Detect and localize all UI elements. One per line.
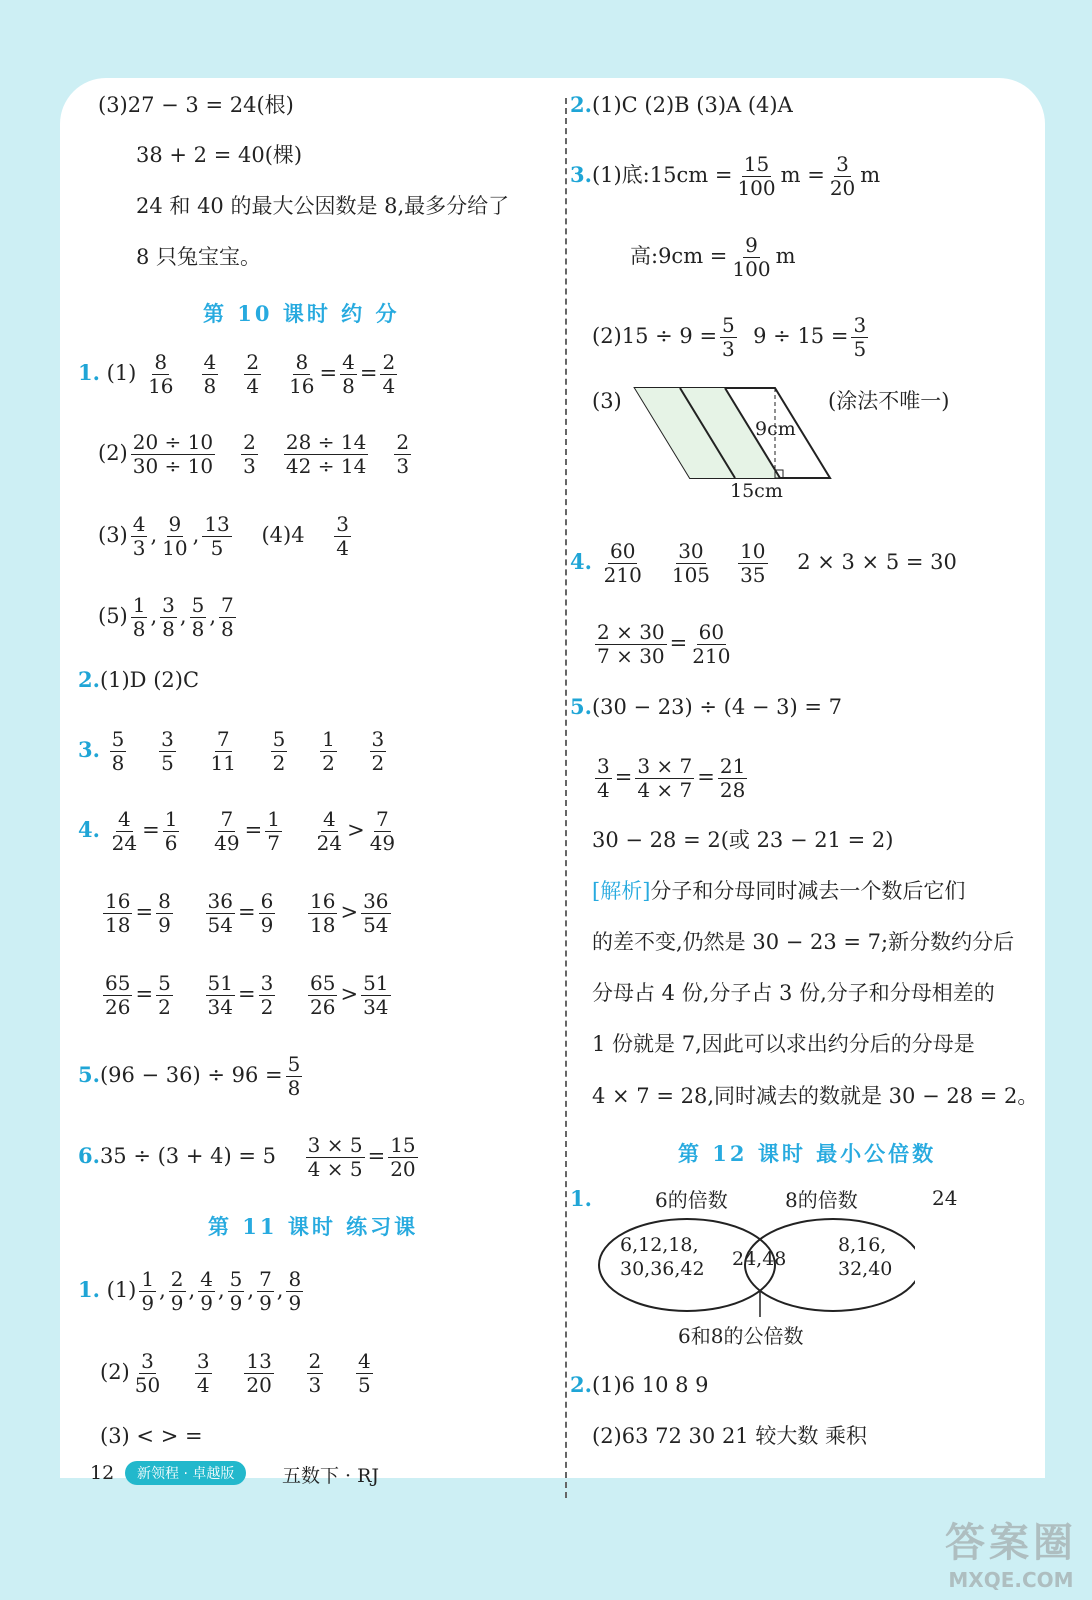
fraction: $\frac{7}{49}$: [214, 807, 240, 855]
answer-sheet: [60, 78, 1045, 1478]
q4-row-2: $\frac{16}{18}$ = $\frac{8}{9}$ $\frac{36}{54}$ = $\frac{6}{9}$ $\frac{16}{18}$ > $\frac{36}{54}$: [105, 889, 389, 937]
q3: [78, 728, 389, 775]
fraction: $\frac{51}{34}$: [207, 971, 233, 1019]
q5-number: 5.: [78, 1062, 100, 1087]
fraction: $\frac{3}{4}$: [597, 754, 610, 802]
q6-text: 35 ÷ (3 + 4) = 5: [99, 1144, 276, 1168]
fraction: $\frac{4}{24}$: [111, 807, 138, 855]
q4-row-1: 4. $\frac{4}{24}$ = $\frac{1}{6}$ $\frac{7}{49}$ = $\frac{1}{7}$ $\frac{4}{24}$ > $\frac{7}{49}$: [78, 807, 396, 855]
left-line-1: (3)27 − 3 = 24(根): [98, 93, 294, 117]
r-q3-number: 3.: [570, 162, 592, 187]
q3-number: 3.: [78, 737, 100, 762]
fraction: $\frac{3}{4}$: [196, 1349, 210, 1397]
figure-height-label: 9cm: [755, 418, 796, 440]
l11-q1-part2: [100, 1350, 376, 1397]
fraction: $\frac{1}{7}$: [267, 807, 280, 855]
r-q4-number: 4.: [570, 549, 592, 574]
answer-text: (1)6 10 8 9: [591, 1373, 709, 1397]
fraction: $\frac{21}{28}$: [719, 754, 746, 802]
r-q3-part2: [592, 314, 871, 361]
q5: [78, 1053, 305, 1100]
r-q3-part1: 3.(1)底:15cm = $\frac{15}{100}$ m = $\frac{3}{20}$ m: [570, 152, 881, 200]
lesson-10-title: 第 10 课时 约 分: [203, 301, 400, 326]
q1-part3: (3) $\frac{4}{3}$ , $\frac{9}{10}$ , $\frac{13}{5}$ (4)4 $\frac{3}{4}$: [98, 512, 350, 560]
venn-middle-values: 24,48: [732, 1248, 787, 1270]
fraction: $\frac{36}{54}$: [363, 889, 389, 937]
fraction: $\frac{3}{8}$: [162, 593, 175, 641]
analysis-tag: [解析]: [592, 879, 651, 903]
fraction: $\frac{3}{2}$: [260, 971, 274, 1019]
fraction: $\frac{3 \times 5}{4 \times 5}$: [307, 1133, 363, 1181]
fraction: $\frac{5}{2}$: [272, 727, 286, 775]
fraction: $\frac{1}{2}$: [322, 727, 335, 775]
fraction: $\frac{30}{105}$: [671, 539, 711, 587]
fraction: $\frac{2 \times 30}{7 \times 30}$: [597, 620, 665, 668]
left-line-2: 38 + 2 = 40(棵): [136, 143, 303, 167]
r-q4: [570, 540, 957, 587]
r-q3-height: 高:9cm = $\frac{9}{100}$ m: [630, 233, 796, 281]
fraction: $\frac{10}{35}$: [740, 539, 766, 587]
r-q2-number: 2.: [570, 92, 592, 117]
left-line-3: 24 和 40 的最大公因数是 8,最多分给了: [136, 194, 510, 218]
fraction: $\frac{7}{11}$: [210, 727, 236, 775]
part-label: (3): [98, 523, 128, 547]
fraction: $\frac{8}{16}$: [289, 350, 315, 398]
fraction: $\frac{9}{100}$: [732, 233, 771, 281]
q4-row-3: $\frac{65}{26}$ = $\frac{5}{2}$ $\frac{51}{34}$ = $\frac{3}{2}$ $\frac{65}{26}$ > $\frac{51}{34}$: [105, 971, 389, 1019]
watermark-logo: 答案圈: [945, 1520, 1077, 1566]
number: 1.: [570, 1186, 592, 1211]
venn-common-label: 6和8的公倍数: [678, 1324, 804, 1348]
analysis-line-5: 4 × 7 = 28,同时减去的数就是 30 − 28 = 2。: [592, 1084, 1039, 1108]
q2-number: 2.: [78, 667, 100, 692]
part-label: (4)4: [261, 523, 305, 547]
venn-right-line: 8,16,: [838, 1234, 887, 1256]
venn-left-line: 6,12,18,: [620, 1234, 699, 1256]
r-q4-line2: $\frac{2 \times 30}{7 \times 30}$ = $\frac{60}{210}$: [597, 620, 731, 668]
fraction: $\frac{2}{3}$: [396, 430, 410, 478]
fraction: $\frac{3}{5}$: [853, 313, 867, 361]
fraction: $\frac{3}{50}$: [134, 1349, 161, 1397]
venn-answer: 24: [932, 1186, 958, 1210]
r-l12-q2-line1: [570, 1370, 709, 1400]
fraction: $\frac{2}{9}$: [170, 1267, 184, 1315]
fraction: $\frac{1}{6}$: [164, 807, 178, 855]
q1-part5: (5) $\frac{1}{8}$ , $\frac{3}{8}$ , $\frac{5}{8}$ , $\frac{7}{8}$: [98, 593, 234, 641]
fraction: $\frac{7}{8}$: [221, 593, 234, 641]
series-badge: [125, 1461, 246, 1485]
fraction: $\frac{2}{4}$: [246, 350, 260, 398]
fraction: $\frac{2}{3}$: [308, 1349, 322, 1397]
fraction: $\frac{16}{18}$: [310, 889, 336, 937]
r-q5: [570, 692, 842, 722]
series-badge-text: 新领程 · 卓越版: [125, 1461, 246, 1485]
fraction: $\frac{16}{18}$: [105, 889, 131, 937]
fraction: $\frac{8}{9}$: [288, 1267, 302, 1315]
fraction: $\frac{4}{9}$: [200, 1267, 213, 1315]
base-label: (1)底:15cm =: [591, 163, 733, 187]
fraction: $\frac{9}{10}$: [162, 512, 188, 560]
q1-part2: [98, 431, 414, 478]
fraction: $\frac{6}{9}$: [260, 889, 274, 937]
subject-label: 五数下 · RJ: [282, 1465, 380, 1487]
column-divider: [565, 98, 567, 1498]
fraction: $\frac{13}{5}$: [204, 512, 230, 560]
fraction: $\frac{4}{5}$: [357, 1349, 371, 1397]
fraction: $\frac{4}{8}$: [342, 350, 355, 398]
fraction: $\frac{65}{26}$: [310, 971, 336, 1019]
fraction: $\frac{28 \div 14}{42 \div 14}$: [285, 430, 367, 478]
r-q3-part3-label: (3): [592, 389, 622, 413]
r-q3-note: (涂法不唯一): [828, 389, 950, 413]
q2-text: (1)D (2)C: [99, 668, 200, 692]
part-label: (2): [98, 441, 128, 465]
r-q5-number: 5.: [570, 694, 592, 719]
fraction: $\frac{1}{8}$: [132, 593, 146, 641]
l11-q1-part1: 1. (1) $\frac{1}{9}$ , $\frac{2}{9}$ , $\frac{4}{9}$ , $\frac{5}{9}$ , $\frac{7}{9}$ , $\frac{8}{9}$: [78, 1267, 302, 1315]
fraction: $\frac{60}{210}$: [692, 620, 731, 668]
fraction: $\frac{2}{4}$: [382, 350, 396, 398]
q6-number: 6.: [78, 1143, 100, 1168]
expr: 9 ÷ 15 =: [753, 324, 849, 348]
fraction: $\frac{3}{2}$: [371, 727, 385, 775]
venn-label-6: 6的倍数: [655, 1188, 728, 1212]
fraction: $\frac{60}{210}$: [603, 539, 642, 587]
fraction: $\frac{8}{9}$: [158, 889, 171, 937]
venn-right-values: [838, 1233, 892, 1281]
analysis-line-2: 的差不变,仍然是 30 − 23 = 7;新分数约分后: [592, 930, 1015, 954]
left-column: [78, 78, 558, 1478]
watermark: [945, 1511, 1077, 1592]
analysis-text: 分子和分母同时减去一个数后它们: [650, 879, 966, 903]
q1-part1: 1. (1) $\frac{8}{16}$ $\frac{4}{8}$ $\frac{2}{4}$ $\frac{8}{16}$ = $\frac{4}{8}$ = $\frac{2}{4}$: [78, 350, 396, 398]
fraction: $\frac{51}{34}$: [363, 971, 389, 1019]
fraction: $\frac{5}{8}$: [287, 1052, 301, 1100]
fraction: $\frac{8}{16}$: [148, 350, 174, 398]
q4-number: 4.: [78, 817, 100, 842]
r-q4-text: 2 × 3 × 5 = 30: [797, 550, 957, 574]
fraction: $\frac{15}{20}$: [390, 1133, 416, 1181]
r-q5-line2: $\frac{3}{4}$ = $\frac{3 \times 7}{4 \times 7}$ = $\frac{21}{28}$: [597, 754, 746, 802]
r-l12-q2-number: 2.: [570, 1372, 592, 1397]
r-q5-text: (30 − 23) ÷ (4 − 3) = 7: [591, 695, 843, 719]
venn-left-line: 30,36,42: [620, 1258, 705, 1280]
venn-label-8: 8的倍数: [785, 1188, 858, 1212]
fraction: $\frac{65}{26}$: [105, 971, 131, 1019]
page-number: 12: [90, 1462, 115, 1484]
fraction: $\frac{5}{9}$: [229, 1267, 243, 1315]
q2: [78, 665, 199, 695]
r-l12-q1-number: [570, 1184, 592, 1214]
fraction: $\frac{5}{2}$: [158, 971, 171, 1019]
venn-right-line: 32,40: [838, 1258, 893, 1280]
right-column: [570, 78, 1040, 1478]
r-q5-line3: 30 − 28 = 2(或 23 − 21 = 2): [592, 828, 894, 852]
fraction: $\frac{7}{49}$: [369, 807, 396, 855]
fraction: $\frac{3}{20}$: [829, 152, 856, 200]
fraction: $\frac{3 \times 7}{4 \times 7}$: [637, 754, 693, 802]
analysis-line-4: 1 份就是 7,因此可以求出约分后的分母是: [592, 1032, 975, 1056]
part-label: (2): [100, 1360, 130, 1384]
fraction: $\frac{36}{54}$: [207, 889, 233, 937]
l11-q1-number: 1.: [78, 1277, 100, 1302]
figure-base-label: 15cm: [730, 480, 783, 502]
fraction: $\frac{3}{5}$: [161, 727, 174, 775]
lesson-11-title: 第 11 课时 练习课: [208, 1214, 419, 1239]
q1-number: 1.: [78, 360, 100, 385]
lesson-12-title: 第 12 课时 最小公倍数: [678, 1141, 937, 1166]
fraction: $\frac{20 \div 10}{30 \div 10}$: [132, 430, 214, 478]
fraction: $\frac{2}{3}$: [243, 430, 256, 478]
fraction: $\frac{4}{24}$: [316, 807, 343, 855]
fraction: $\frac{5}{8}$: [191, 593, 205, 641]
fraction: $\frac{4}{3}$: [132, 512, 146, 560]
q5-text: (96 − 36) ÷ 96 =: [99, 1063, 283, 1087]
part-label: (5): [98, 604, 128, 628]
fraction: $\frac{5}{8}$: [111, 727, 125, 775]
r-q2: [570, 90, 793, 120]
q6: 6.35 ÷ (3 + 4) = 5 $\frac{3 \times 5}{4 \times 5}$ = $\frac{15}{20}$: [78, 1133, 416, 1181]
part-label: (1): [106, 361, 137, 385]
fraction: $\frac{4}{8}$: [203, 350, 217, 398]
analysis-line-1: [592, 876, 965, 906]
watermark-url: MXQE.COM: [948, 1568, 1074, 1592]
fraction: $\frac{1}{9}$: [141, 1267, 155, 1315]
r-l12-q2-line2: (2)63 72 30 21 较大数 乘积: [592, 1424, 868, 1448]
fraction: $\frac{13}{20}$: [246, 1349, 272, 1397]
left-line-4: 8 只兔宝宝。: [136, 245, 262, 269]
height-label: 高:9cm =: [630, 244, 728, 268]
part-label: (1): [106, 1278, 137, 1302]
r-q2-text: (1)C (2)B (3)A (4)A: [591, 93, 793, 117]
fraction: $\frac{5}{3}$: [722, 313, 735, 361]
fraction: $\frac{7}{9}$: [259, 1267, 272, 1315]
fraction: $\frac{3}{4}$: [336, 512, 350, 560]
expr: (2)15 ÷ 9 =: [592, 324, 718, 348]
fraction: $\frac{15}{100}$: [737, 152, 776, 200]
venn-left-values: [620, 1233, 705, 1281]
l11-q1-part3: (3) < > =: [100, 1424, 203, 1448]
analysis-line-3: 分母占 4 份,分子占 3 份,分子和分母相差的: [592, 981, 995, 1005]
